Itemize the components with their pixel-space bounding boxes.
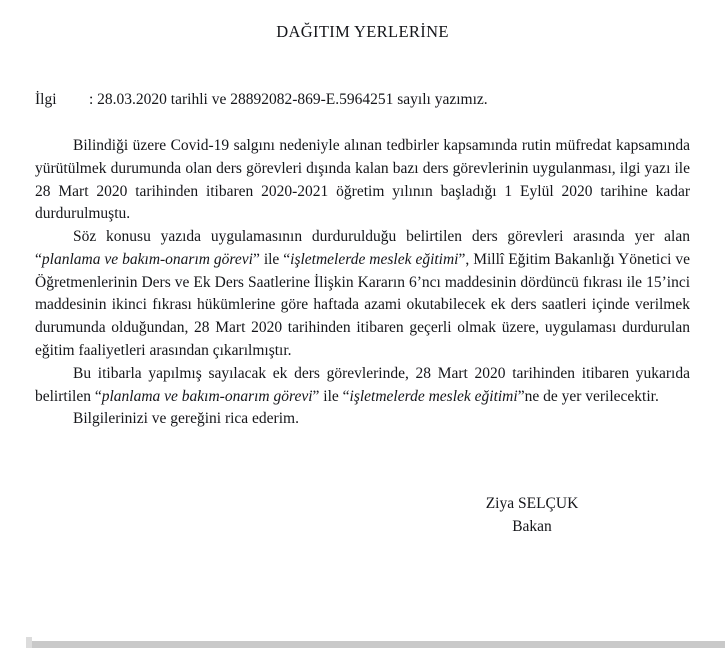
reference-value: : 28.03.2020 tarihli ve 28892082-869-E.5964251 sayılı yazımız. bbox=[89, 90, 488, 108]
signature-title: Bakan bbox=[512, 517, 552, 535]
text-run: ” ile “ bbox=[312, 387, 350, 405]
signature-block bbox=[382, 493, 682, 538]
paragraph bbox=[35, 135, 690, 226]
reference-label: İlgi bbox=[35, 90, 57, 108]
quoted-phrase: işletmelerde meslek eğitimi bbox=[290, 250, 459, 268]
text-run: ” ile “ bbox=[252, 250, 291, 268]
paragraph bbox=[35, 363, 690, 409]
page-bottom-edge-cap bbox=[26, 637, 32, 648]
text-run: Bu itibarla yapılmış sayılacak ek ders görevlerinde, 28 Mart 2020 tarihinden itibaren yukarıda belirtilen “ bbox=[35, 364, 690, 405]
text-run: ”ne de yer verilecektir. bbox=[517, 387, 659, 405]
paragraph bbox=[35, 408, 690, 431]
paragraph bbox=[35, 226, 690, 363]
quoted-phrase: planlama ve bakım-onarım görevi bbox=[101, 387, 313, 405]
page-bottom-edge bbox=[26, 641, 725, 648]
text-run: ”, Millî Eğitim Bakanlığı Yönetici ve Öğretmenlerinin Ders ve Ek Ders Saatlerine İlişkin Kararın 6’ncı maddesinin dördüncü fıkrası ile 15’inci maddesinin ikinci fıkrası hükümlerine göre haftada azami okutabilecek ek ders saatleri içinde verilmek durumunda olduğundan, 28 Mart 2020 tarihinden itibaren geçerli olmak üzere, uygulaması durdurulan eğitim faaliyetleri arasından çıkarılmıştır. bbox=[35, 250, 690, 359]
document-body bbox=[35, 135, 690, 431]
text-run: Söz konusu yazıda uygulamasının durdurulduğu belirtilen ders görevleri arasında yer alan “ bbox=[35, 228, 690, 268]
page-title: DAĞITIM YERLERİNE bbox=[276, 22, 449, 41]
signature-name: Ziya SELÇUK bbox=[485, 495, 579, 513]
quoted-phrase: planlama ve bakım-onarım görevi bbox=[41, 250, 253, 268]
quoted-phrase: işletmelerde meslek eğitimi bbox=[349, 387, 518, 405]
text-run: Bilgilerinizi ve gereğini rica ederim. bbox=[73, 410, 299, 428]
reference-line bbox=[35, 90, 690, 110]
text-run: Bilindiği üzere Covid-19 salgını nedeniyle alınan tedbirler kapsamında rutin müfredat kapsamında yürütülmek durumunda olan ders görevleri dışında kalan bazı ders görevlerinin uygulanması, ilgi yazı ile 28 Mart 2020 tarihinden itibaren 2020-2021 öğretim yılının başladığı 1 Eylül 2020 tarihine kadar durdurulmuştu. bbox=[35, 136, 690, 223]
